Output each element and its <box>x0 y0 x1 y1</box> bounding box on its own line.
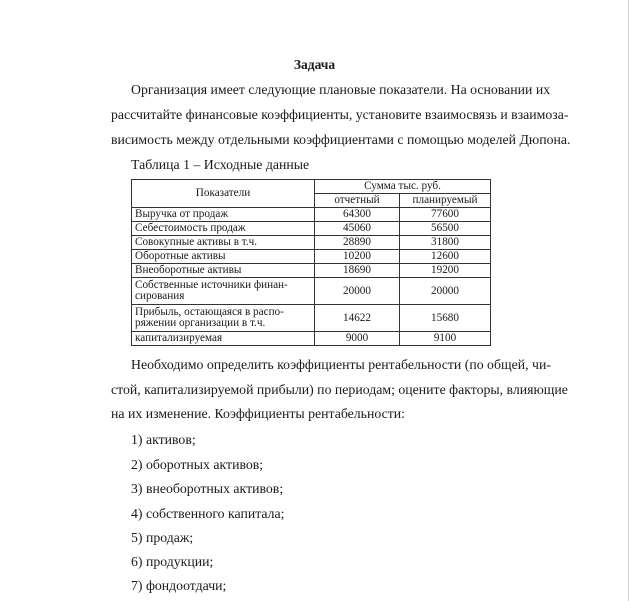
intro-line-2: рассчитайте финансовые коэффициенты, установите взаимосвязь и взаимоза- <box>111 107 569 122</box>
row-name <box>132 305 315 332</box>
table-row <box>132 264 491 278</box>
list-item: 7) фондоотдачи; <box>131 578 227 593</box>
list-item: 6) продукции; <box>131 554 214 569</box>
row-name <box>132 278 315 305</box>
row-planned: 31800 <box>400 236 491 250</box>
list-item: 2) оборотных активов; <box>131 457 264 472</box>
header-reported: отчетный <box>315 194 400 208</box>
table-row <box>132 236 491 250</box>
row-name-line-2: сирования <box>135 290 185 302</box>
table-row <box>132 250 491 264</box>
row-name: Выручка от продаж <box>132 208 315 222</box>
header-planned: планируемый <box>400 194 491 208</box>
row-planned: 9100 <box>400 332 491 346</box>
table-row <box>132 278 491 305</box>
source-data-table <box>131 179 491 346</box>
row-reported: 9000 <box>315 332 400 346</box>
row-name-line-1: Прибыль, остающаяся в распо- <box>135 306 284 318</box>
row-name-line-1: Собственные источники финан- <box>135 279 288 291</box>
list-item: 1) активов; <box>131 432 196 447</box>
row-name: Внеоборотные активы <box>132 264 315 278</box>
list-item: 5) продаж; <box>131 530 194 545</box>
row-planned: 12600 <box>400 250 491 264</box>
table-row <box>132 332 491 346</box>
row-planned: 77600 <box>400 208 491 222</box>
table-row <box>132 305 491 332</box>
row-planned: 20000 <box>400 278 491 305</box>
row-name: Себестоимость продаж <box>132 222 315 236</box>
row-name: Оборотные активы <box>132 250 315 264</box>
row-reported: 64300 <box>315 208 400 222</box>
after-line-3: на их изменение. Коэффициенты рентабельности: <box>111 406 405 421</box>
row-planned: 15680 <box>400 305 491 332</box>
row-reported: 10200 <box>315 250 400 264</box>
header-sum: Сумма тыс. руб. <box>315 180 491 194</box>
row-reported: 14622 <box>315 305 400 332</box>
row-name: Совокупные активы в т.ч. <box>132 236 315 250</box>
task-title: Задача <box>293 57 336 72</box>
row-reported: 18690 <box>315 264 400 278</box>
table-row <box>132 208 491 222</box>
row-reported: 28890 <box>315 236 400 250</box>
row-name-line-2: ряжении организации в т.ч. <box>135 317 266 329</box>
table-row <box>132 222 491 236</box>
intro-line-1: Организация имеет следующие плановые показатели. На основании их <box>131 82 551 97</box>
list-item: 3) внеоборотных активов; <box>131 481 284 496</box>
row-planned: 19200 <box>400 264 491 278</box>
table-caption: Таблица 1 – Исходные данные <box>131 157 310 172</box>
list-item: 4) собственного капитала; <box>131 506 285 521</box>
header-indicators: Показатели <box>132 180 315 208</box>
after-line-2: стой, капитализируемой прибыли) по периодам; оцените факторы, влияющие <box>111 382 568 397</box>
row-name: капитализируемая <box>132 332 315 346</box>
row-reported: 45060 <box>315 222 400 236</box>
after-line-1: Необходимо определить коэффициенты рентабельности (по общей, чи- <box>131 357 551 372</box>
row-planned: 56500 <box>400 222 491 236</box>
row-reported: 20000 <box>315 278 400 305</box>
intro-line-3: висимость между отдельными коэффициентами с помощью моделей Дюпона. <box>111 132 571 147</box>
